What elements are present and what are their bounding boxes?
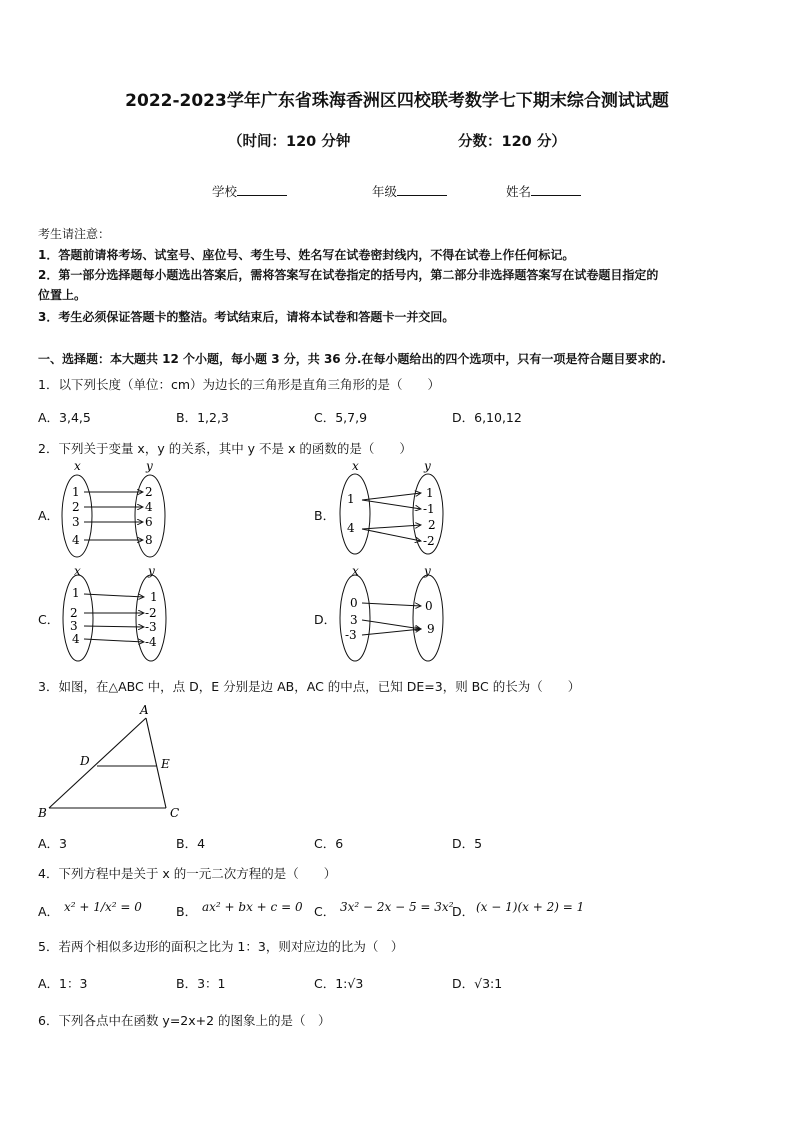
- svg-text:y: y: [424, 564, 431, 578]
- svg-text:x: x: [352, 459, 359, 473]
- q5-option-c: C．1:√3: [314, 976, 364, 991]
- svg-text:x: x: [74, 564, 81, 578]
- q4-formula-a: x² + 1/x² = 0: [64, 900, 142, 914]
- svg-text:-1: -1: [423, 502, 435, 516]
- y-value: 4: [145, 500, 153, 514]
- svg-text:-2: -2: [145, 606, 157, 620]
- svg-text:4: 4: [72, 632, 80, 646]
- y-axis-label: y: [146, 459, 153, 473]
- question-6-stem: 6．下列各点中在函数 y=2x+2 的图象上的是（ ）: [38, 1013, 331, 1028]
- q5-option-b: B．3：1: [176, 976, 226, 991]
- q5-option-d: D．√3:1: [452, 976, 503, 991]
- q1-option-c: C．5,7,9: [314, 410, 368, 425]
- svg-text:2: 2: [428, 518, 436, 532]
- vertex-a-label: A: [140, 703, 149, 717]
- exam-title: 2022-2023学年广东省珠海香洲区四校联考数学七下期末综合测试试题: [125, 91, 669, 111]
- svg-text:3: 3: [70, 619, 78, 633]
- school-field: 学校: [212, 182, 287, 200]
- q4-option-b: B．: [176, 904, 198, 919]
- svg-text:x: x: [352, 564, 359, 578]
- svg-text:3: 3: [350, 613, 358, 627]
- notice-heading: 考生请注意：: [38, 227, 111, 241]
- svg-text:1: 1: [347, 492, 355, 506]
- q3-option-c: C．6: [314, 836, 344, 851]
- svg-text:2: 2: [70, 606, 78, 620]
- svg-text:-3: -3: [145, 620, 157, 634]
- q2-option-d: D．: [314, 612, 337, 627]
- svg-text:4: 4: [347, 521, 355, 535]
- q4-option-a: A．: [38, 904, 60, 919]
- y-value: 8: [145, 533, 153, 547]
- notice-item: 位置上。: [38, 288, 87, 302]
- svg-text:9: 9: [427, 622, 435, 636]
- point-d-label: D: [80, 754, 90, 768]
- notice-item: 3．考生必须保证答题卡的整洁。考试结束后，请将本试卷和答题卡一并交回。: [38, 310, 455, 324]
- x-value: 1: [72, 485, 80, 499]
- vertex-c-label: C: [170, 806, 180, 820]
- q3-option-b: B．4: [176, 836, 206, 851]
- question-1-stem: 1．以下列长度（单位：cm）为边长的三角形是直角三角形的是（ ）: [38, 377, 441, 392]
- q1-option-b: B．1,2,3: [176, 410, 229, 425]
- point-e-label: E: [161, 757, 170, 771]
- q4-option-c: C．: [314, 904, 336, 919]
- question-5-stem: 5．若两个相似多边形的面积之比为 1：3，则对应边的比为（ ）: [38, 939, 404, 954]
- x-value: 3: [72, 515, 80, 529]
- x-value: 4: [72, 533, 80, 547]
- time-label: （时间：120 分钟: [228, 134, 351, 150]
- svg-text:-3: -3: [345, 628, 357, 642]
- x-axis-label: x: [74, 459, 81, 473]
- q3-option-d: D．5: [452, 836, 483, 851]
- section-heading: 一、选择题：本大题共 12 个小题，每小题 3 分，共 36 分.在每小题给出的四个选项中，只有一项是符合题目要求的.: [38, 352, 666, 366]
- q1-option-a: A．3,4,5: [38, 410, 91, 425]
- svg-text:-4: -4: [145, 635, 157, 649]
- q2-option-c: C．: [38, 612, 60, 627]
- question-2-stem: 2．下列关于变量 x，y 的关系，其中 y 不是 x 的函数的是（ ）: [38, 441, 412, 456]
- q4-formula-d: (x − 1)(x + 2) = 1: [476, 900, 585, 914]
- q2-option-a: A．: [38, 508, 60, 523]
- svg-text:y: y: [424, 459, 431, 473]
- svg-text:0: 0: [425, 599, 433, 613]
- q4-formula-c: 3x² − 2x − 5 = 3x²: [340, 900, 454, 914]
- name-field: 姓名: [506, 182, 581, 200]
- svg-text:1: 1: [150, 590, 158, 604]
- vertex-b-label: B: [38, 806, 47, 820]
- q4-option-d: D．: [452, 904, 475, 919]
- svg-text:y: y: [148, 564, 155, 578]
- notice-item: 1．答题前请将考场、试室号、座位号、考生号、姓名写在试卷密封线内，不得在试卷上作任何标记。: [38, 248, 575, 262]
- score-label: 分数：120 分）: [458, 134, 566, 150]
- svg-text:1: 1: [426, 486, 434, 500]
- notice-item: 2．第一部分选择题每小题选出答案后，需将答案写在试卷指定的括号内，第二部分非选择题答案写在试卷题目指定的: [38, 268, 659, 282]
- y-value: 2: [145, 485, 153, 499]
- svg-text:1: 1: [72, 586, 80, 600]
- mapping-diagram-d: [340, 564, 443, 661]
- q1-option-d: D．6,10,12: [452, 410, 522, 425]
- q4-formula-b: ax² + bx + c = 0: [202, 900, 303, 914]
- triangle-figure: [37, 703, 179, 820]
- question-3-stem: 3．如图，在△ABC 中，点 D，E 分别是边 AB，AC 的中点，已知 DE=3，则 BC 的长为（ ）: [38, 679, 581, 694]
- question-4-stem: 4．下列方程中是关于 x 的一元二次方程的是（ ）: [38, 866, 337, 881]
- mapping-diagram-b: [340, 459, 443, 554]
- grade-field: 年级: [372, 182, 447, 200]
- q2-option-b: B．: [314, 508, 336, 523]
- q5-option-a: A．1：3: [38, 976, 88, 991]
- y-value: 6: [145, 515, 153, 529]
- q3-option-a: A．3: [38, 836, 68, 851]
- mapping-diagram-a: [62, 459, 165, 557]
- x-value: 2: [72, 500, 80, 514]
- svg-text:0: 0: [350, 596, 358, 610]
- mapping-diagram-c: [63, 564, 166, 661]
- svg-text:-2: -2: [423, 534, 435, 548]
